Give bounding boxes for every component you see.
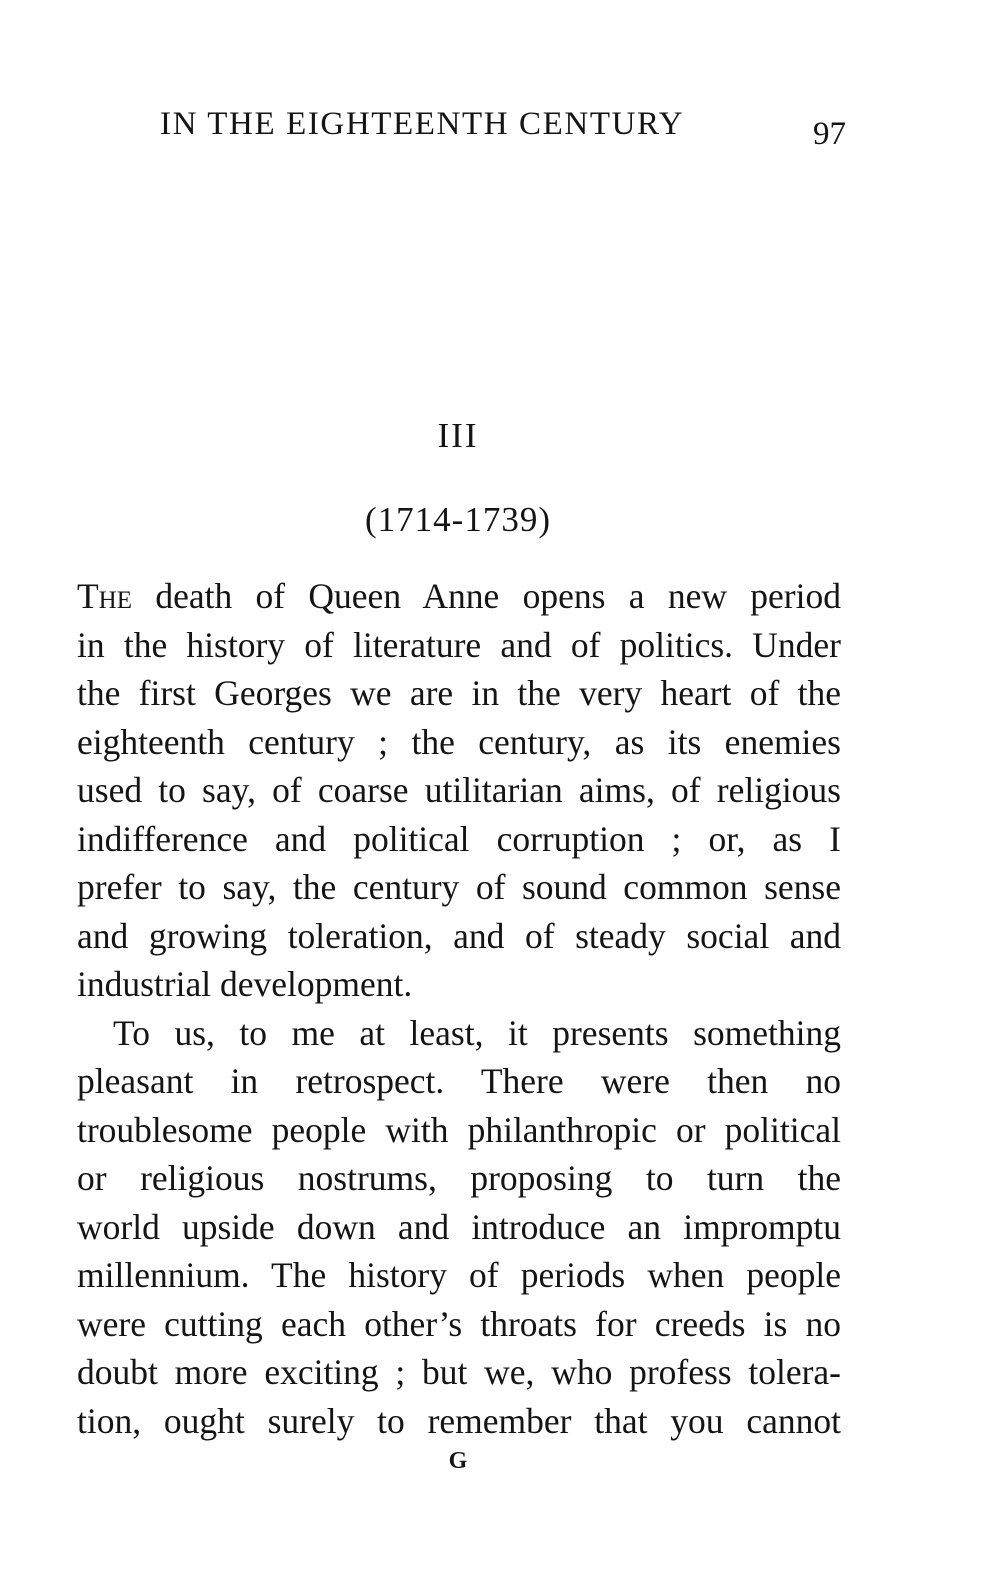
text-line: used to say, of coarse utilitarian aims, of religious bbox=[77, 770, 841, 810]
opening-word: The bbox=[77, 576, 133, 616]
running-head bbox=[160, 106, 846, 166]
text-line: indifference and political corruption ; or, as I bbox=[77, 818, 841, 859]
chapter-number: III bbox=[437, 416, 479, 455]
text-line: and growing toleration, and of steady social and bbox=[77, 915, 841, 956]
running-title: IN THE EIGHTEENTH CENTURY bbox=[160, 106, 685, 142]
text-line: prefer to say, the century of sound common sense bbox=[77, 867, 841, 907]
text-line: To us, to me at least, it presents something bbox=[113, 1012, 841, 1053]
text-line-content: death of Queen Anne opens a new period bbox=[132, 576, 841, 616]
signature-mark: G bbox=[448, 1448, 468, 1474]
body-text bbox=[77, 572, 841, 1445]
text-line bbox=[77, 572, 841, 621]
text-line: doubt more exciting ; but we, who profess tolera- bbox=[77, 1352, 841, 1392]
text-line: tion, ought surely to remember that you cannot bbox=[77, 1400, 841, 1441]
text-line: millennium. The history of periods when people bbox=[77, 1255, 841, 1295]
text-line: in the history of literature and of politics. Under bbox=[77, 624, 841, 665]
chapter-dates: (1714-1739) bbox=[365, 500, 551, 539]
text-line: troublesome people with philanthropic or political bbox=[77, 1109, 841, 1150]
text-line: eighteenth century ; the century, as its enemies bbox=[77, 721, 841, 762]
text-line: industrial development. bbox=[77, 964, 413, 1004]
page-number: 97 bbox=[813, 116, 846, 152]
text-line: or religious nostrums, proposing to turn the bbox=[77, 1158, 841, 1198]
text-line: pleasant in retrospect. There were then no bbox=[77, 1061, 841, 1101]
text-line: world upside down and introduce an impromptu bbox=[77, 1206, 841, 1247]
text-line: the first Georges we are in the very heart of the bbox=[77, 673, 841, 713]
text-line: were cutting each other’s throats for creeds is no bbox=[77, 1303, 841, 1344]
